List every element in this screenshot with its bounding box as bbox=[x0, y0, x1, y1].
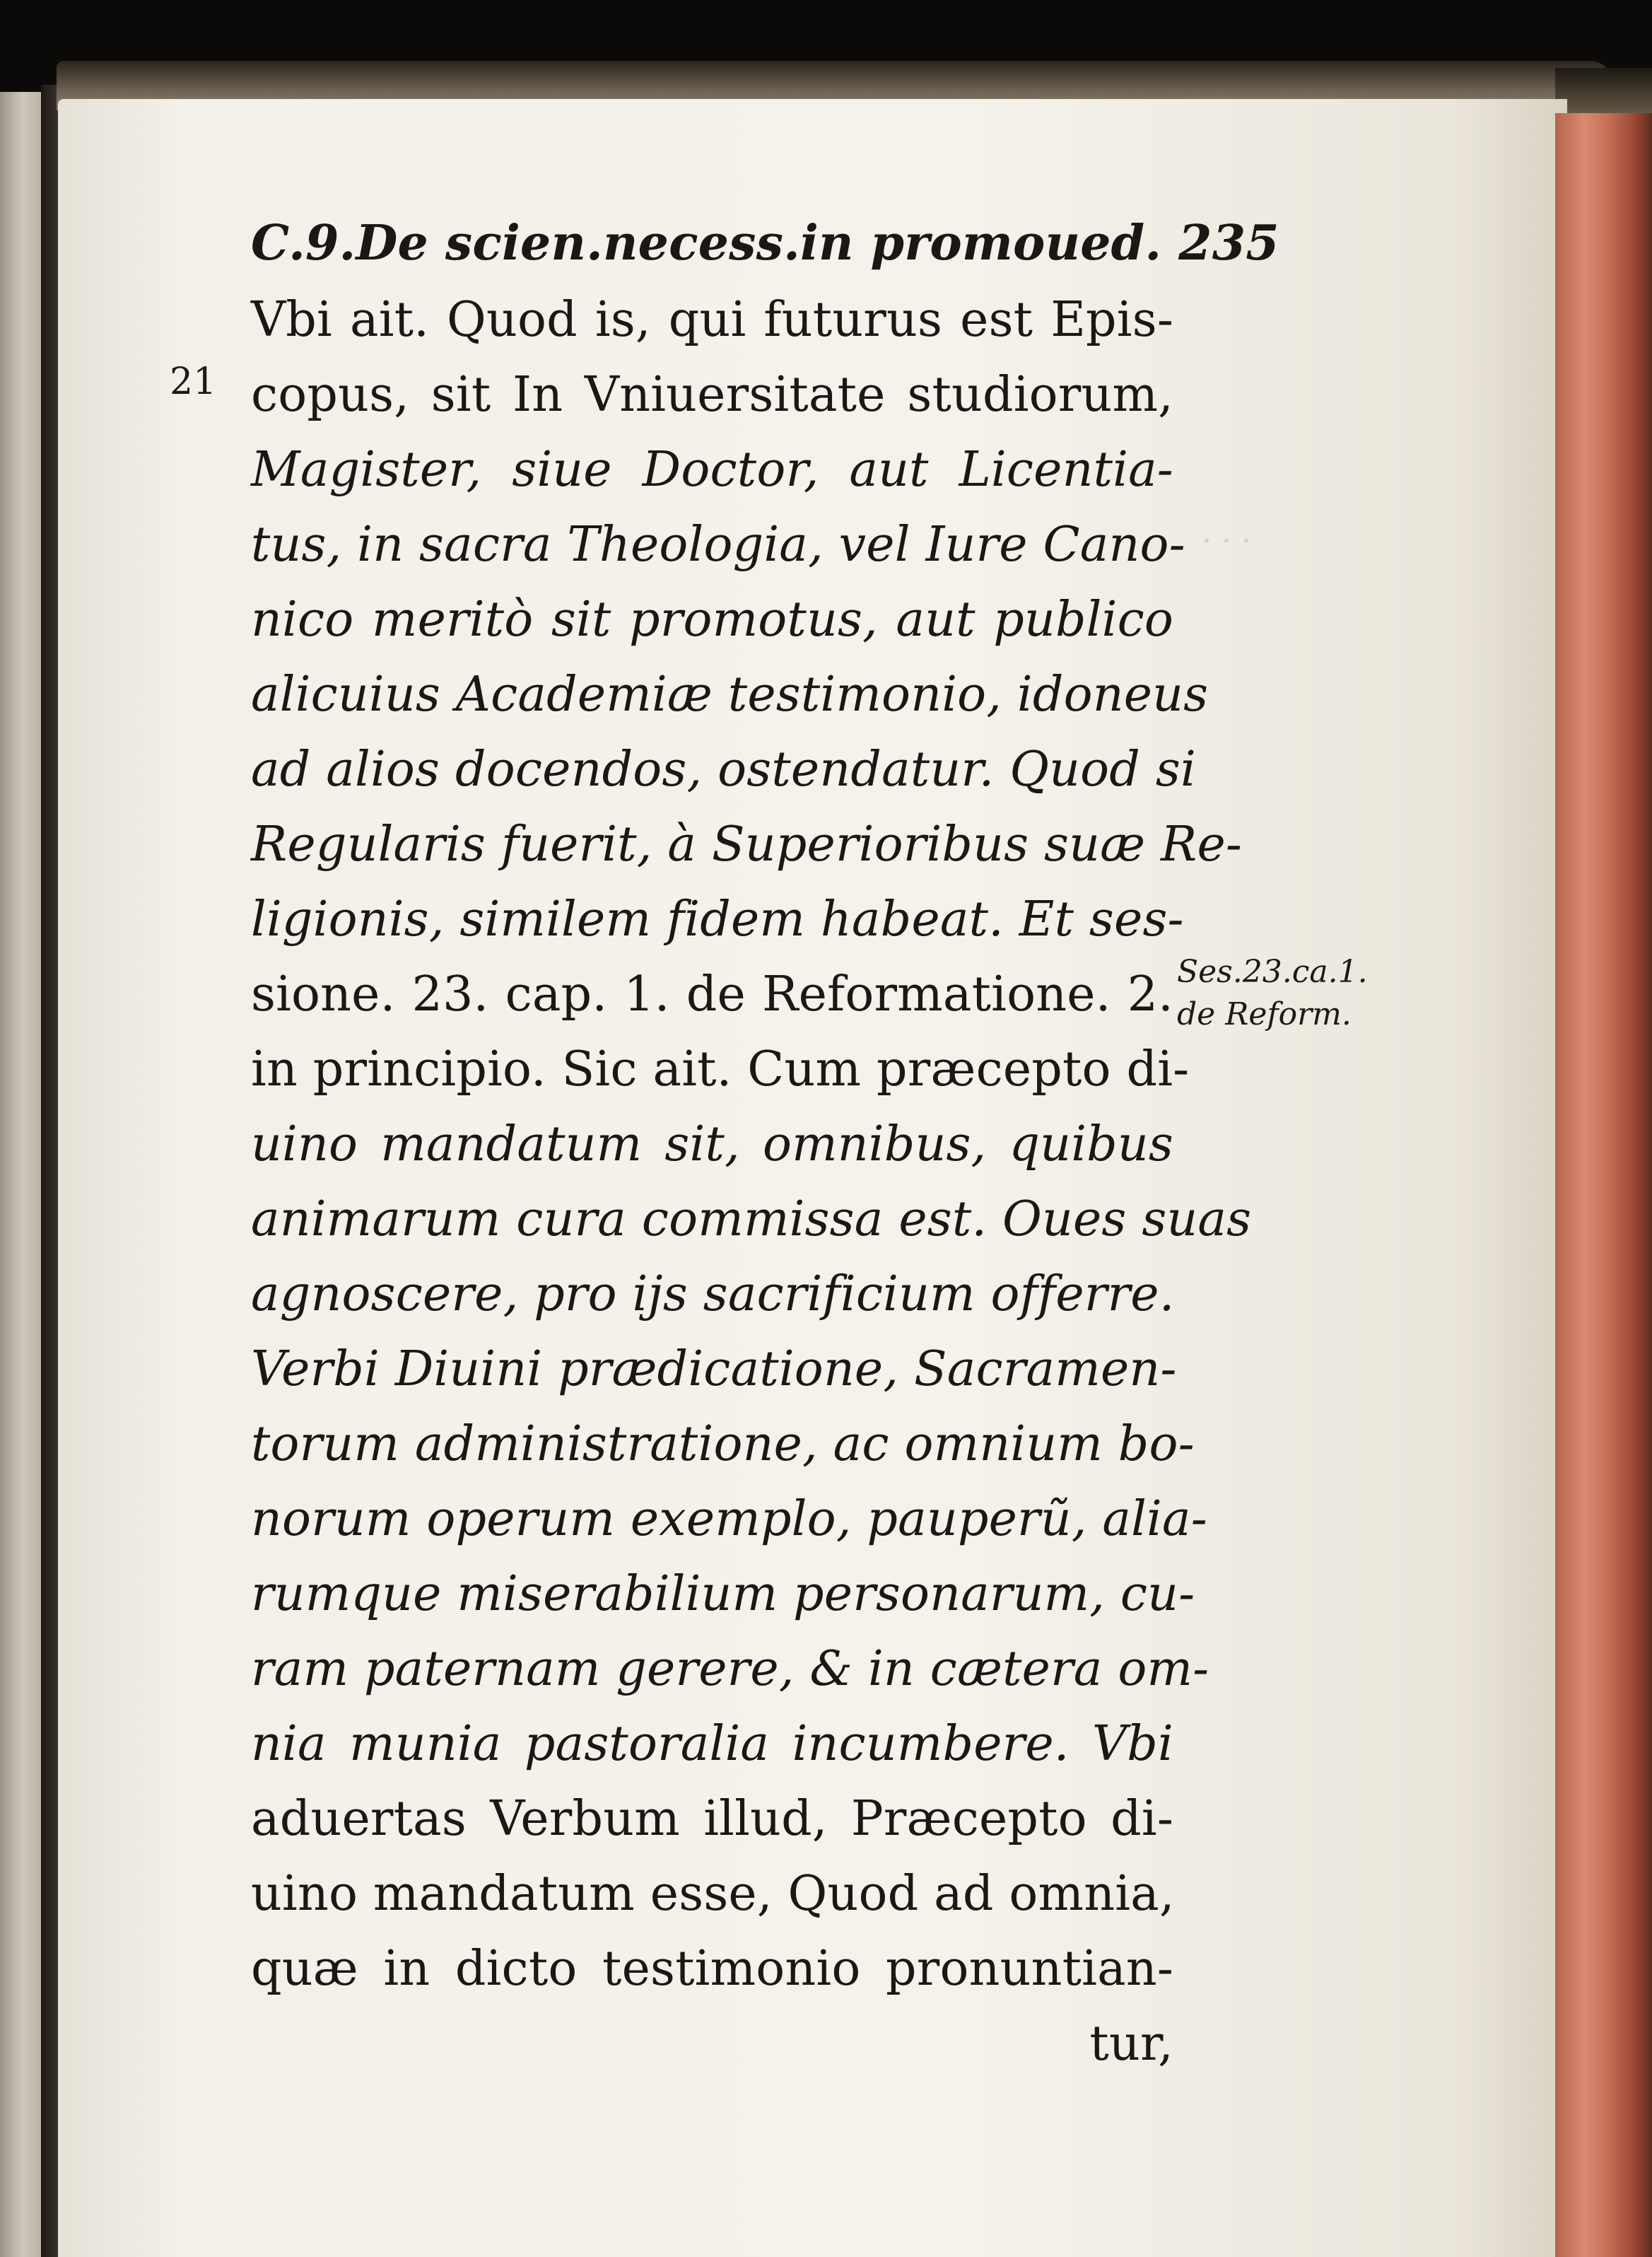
catchword: tur, bbox=[1089, 2016, 1173, 2072]
text-line: copus, sit In Vniuersitate studiorum, bbox=[251, 367, 1173, 423]
text-line: in principio. Sic ait. Cum præcepto di- bbox=[251, 1042, 1190, 1097]
text-line: agnoscere, pro ijs sacrificium offerre. bbox=[251, 1266, 1175, 1322]
running-head: C.9.De scien.necess.in promoued. 235 bbox=[251, 215, 1279, 272]
margin-note-line: de Reform. bbox=[1177, 996, 1352, 1032]
text-line: quæ in dicto testimonio pronuntian- bbox=[251, 1941, 1173, 1997]
text-line: ad alios docendos, ostendatur. Quod si bbox=[251, 742, 1196, 798]
text-line: alicuius Academiæ testimonio, idoneus bbox=[251, 667, 1209, 723]
text-line: tus, in sacra Theologia, vel Iure Cano- bbox=[251, 517, 1185, 573]
text-line: Regularis fuerit, à Superioribus suæ Re- bbox=[251, 817, 1243, 873]
text-line: rumque miserabilium personarum, cu- bbox=[251, 1566, 1195, 1622]
book-gutter bbox=[41, 85, 59, 2257]
text-line: ligionis, similem fidem habeat. Et ses- bbox=[251, 892, 1184, 947]
text-line: Magister, siue Doctor, aut Licentia- bbox=[251, 442, 1173, 498]
text-line: animarum cura commissa est. Oues suas bbox=[251, 1191, 1252, 1247]
left-page-edge bbox=[0, 92, 41, 2257]
text-line: nico meritò sit promotus, aut publico bbox=[251, 592, 1173, 648]
margin-note-line: Ses.23.ca.1. bbox=[1177, 954, 1368, 990]
text-line: aduertas Verbum illud, Præcepto di- bbox=[251, 1791, 1173, 1847]
text-line: norum operum exemplo, pauperũ, alia- bbox=[251, 1491, 1207, 1547]
text-line: Vbi ait. Quod is, qui futurus est Epis- bbox=[251, 292, 1173, 348]
text-line: sione. 23. cap. 1. de Reformatione. 2. bbox=[251, 967, 1173, 1022]
margin-note bbox=[1177, 951, 1410, 1036]
text-line: uino mandatum esse, Quod ad omnia, bbox=[251, 1866, 1175, 1922]
line-number: 21 bbox=[170, 361, 217, 403]
fore-edge-top-shadow bbox=[1555, 68, 1652, 117]
text-line: nia munia pastoralia incumbere. Vbi bbox=[251, 1716, 1173, 1772]
text-line: Verbi Diuini prædicatione, Sacramen- bbox=[251, 1341, 1177, 1397]
show-through-text: · · · bbox=[1202, 523, 1251, 559]
text-line: torum administratione, ac omnium bo- bbox=[251, 1416, 1195, 1472]
red-fore-edge bbox=[1555, 113, 1652, 2257]
text-line: uino mandatum sit, omnibus, quibus bbox=[251, 1116, 1173, 1172]
text-line: ram paternam gerere, & in cætera om- bbox=[251, 1641, 1209, 1697]
